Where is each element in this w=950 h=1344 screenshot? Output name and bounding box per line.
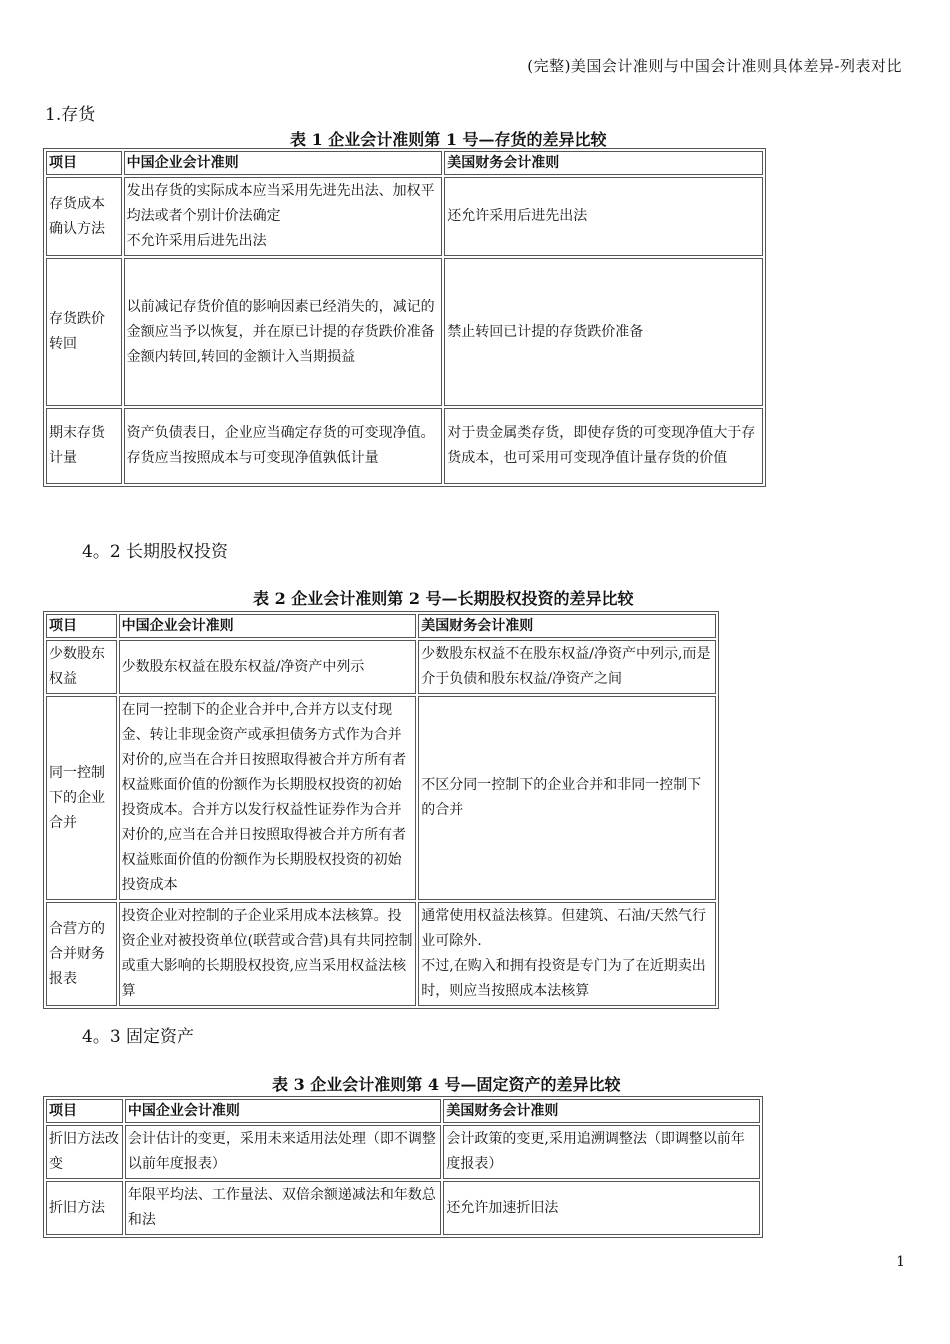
row-item: 存货成本确认方法 (46, 177, 122, 256)
row-cn-rule: 发出存货的实际成本应当采用先进先出法、加权平均法或者个别计价法确定 不允许采用后进先出法 (124, 177, 443, 256)
row-item: 期末存货计量 (46, 408, 122, 484)
table-2 (43, 611, 719, 1009)
col-header-cn: 中国企业会计准则 (119, 614, 417, 638)
row-cn-rule: 少数股东权益在股东权益/净资产中列示 (119, 640, 417, 694)
row-us-rule: 还允许采用后进先出法 (444, 177, 763, 256)
table-row (46, 177, 763, 256)
table-row (46, 1125, 760, 1179)
row-item: 少数股东权益 (46, 640, 117, 694)
table-row (46, 258, 763, 406)
row-item: 合营方的合并财务报表 (46, 902, 117, 1006)
row-us-rule: 会计政策的变更,采用追溯调整法（即调整以前年度报表） (443, 1125, 760, 1179)
col-header-item: 项目 (46, 1099, 123, 1123)
row-item: 存货跌价转回 (46, 258, 122, 406)
row-us-rule: 还允许加速折旧法 (443, 1181, 760, 1235)
col-header-item: 项目 (46, 151, 122, 175)
table-row (46, 640, 716, 694)
table-row (46, 902, 716, 1006)
section-heading-fixed-assets: 4。3 固定资产 (82, 1027, 195, 1047)
row-us-rule: 对于贵金属类存货，即使存货的可变现净值大于存货成本，也可采用可变现净值计量存货的价值 (444, 408, 763, 484)
row-us-rule: 通常使用权益法核算。但建筑、石油/天然气行业可除外. 不过,在购入和拥有投资是专门为了在近期卖出时，则应当按照成本法核算 (418, 902, 716, 1006)
table-header-row (46, 1099, 760, 1123)
row-us-rule: 禁止转回已计提的存货跌价准备 (444, 258, 763, 406)
col-header-item: 项目 (46, 614, 117, 638)
row-cn-rule: 资产负债表日，企业应当确定存货的可变现净值。存货应当按照成本与可变现净值孰低计量 (124, 408, 443, 484)
section-heading-inventory: 1.存货 (45, 105, 96, 125)
table-row (46, 1181, 760, 1235)
table-row (46, 408, 763, 484)
table-1 (43, 148, 766, 487)
table-2-caption: 表 2 企业会计准则第 2 号—长期股权投资的差异比较 (253, 589, 634, 608)
section-heading-long-term-equity: 4。2 长期股权投资 (82, 542, 229, 562)
table-header-row (46, 614, 716, 638)
row-item: 折旧方法改变 (46, 1125, 123, 1179)
col-header-us: 美国财务会计准则 (443, 1099, 760, 1123)
table-header-row (46, 151, 763, 175)
col-header-cn: 中国企业会计准则 (124, 151, 443, 175)
row-cn-rule: 投资企业对控制的子企业采用成本法核算。投资企业对被投资单位(联营或合营)具有共同控制或重大影响的长期股权投资,应当采用权益法核算 (119, 902, 417, 1006)
col-header-cn: 中国企业会计准则 (125, 1099, 442, 1123)
row-cn-rule: 以前减记存货价值的影响因素已经消失的，减记的金额应当予以恢复，并在原已计提的存货跌价准备金额内转回,转回的金额计入当期损益 (124, 258, 443, 406)
row-us-rule: 不区分同一控制下的企业合并和非同一控制下的合并 (418, 696, 716, 900)
row-item: 同一控制下的企业合并 (46, 696, 117, 900)
table-3-caption: 表 3 企业会计准则第 4 号—固定资产的差异比较 (272, 1075, 621, 1094)
row-cn-rule: 年限平均法、工作量法、双倍余额递减法和年数总和法 (125, 1181, 442, 1235)
table-3 (43, 1096, 763, 1238)
row-us-rule: 少数股东权益不在股东权益/净资产中列示,而是介于负债和股东权益/净资产之间 (418, 640, 716, 694)
table-1-caption: 表 1 企业会计准则第 1 号—存货的差异比较 (290, 130, 607, 149)
table-row (46, 696, 716, 900)
col-header-us: 美国财务会计准则 (444, 151, 763, 175)
row-cn-rule: 会计估计的变更，采用未来适用法处理（即不调整以前年度报表） (125, 1125, 442, 1179)
col-header-us: 美国财务会计准则 (418, 614, 716, 638)
row-cn-rule: 在同一控制下的企业合并中,合并方以支付现金、转让非现金资产或承担债务方式作为合并对价的,应当在合并日按照取得被合并方所有者权益账面价值的份额作为长期股权投资的初始投资成本。合并方以发行权益性证券作为合并对价的,应当在合并日按照取得被合并方所有者权益账面价值的份额作为长期股权投资的初始投资成本 (119, 696, 417, 900)
document-header: (完整)美国会计准则与中国会计准则具体差异-列表对比 (527, 57, 902, 75)
row-item: 折旧方法 (46, 1181, 123, 1235)
page-number: 1 (896, 1254, 905, 1270)
